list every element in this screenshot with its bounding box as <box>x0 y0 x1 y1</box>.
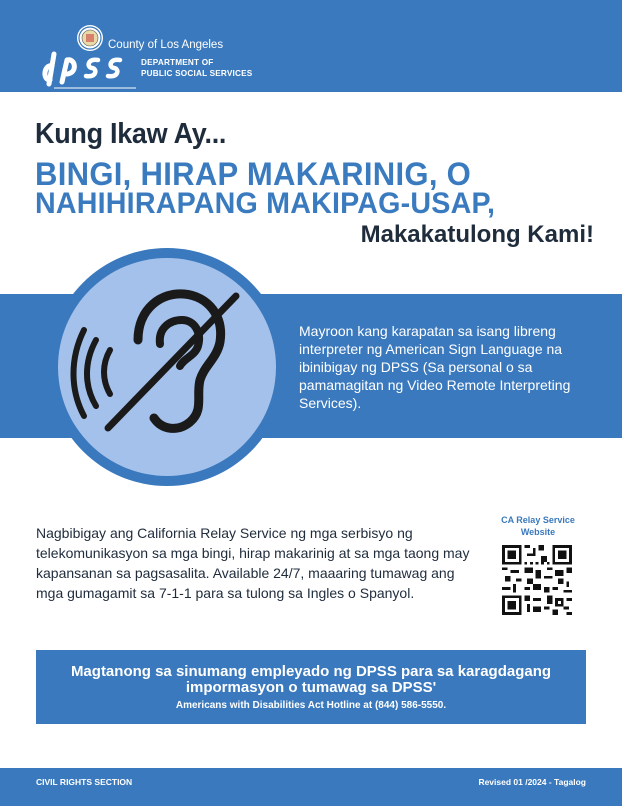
footer-revision-label: Revised 01 /2024 - Tagalog <box>478 777 586 787</box>
relay-service-text: Nagbibigay ang California Relay Service ng mga serbisyo ng telekomunikasyon sa mga bingi, hirap makarinig at sa mga taong may kapansanan sa pagsasalita. Available 24/7, maaaring tumawag ang mga gumagamit sa 7-1-1 para sa tulong sa Ingles o Spanyol. <box>36 525 470 601</box>
hearing-impaired-ear-icon <box>58 258 276 476</box>
footer-bar <box>0 768 622 806</box>
department-name <box>141 57 252 79</box>
contact-banner-title: Magtanong sa sinumang empleyado ng DPSS para sa karagdagang impormasyon o tumawag sa DPSS' <box>70 663 552 696</box>
footer-section-label: CIVIL RIGHTS SECTION <box>36 777 133 787</box>
headline-main-1: BINGI, HIRAP MAKARINIG, O <box>35 156 472 192</box>
headline-closing: Makakatulong Kami! <box>360 221 594 248</box>
dpss-logo <box>40 50 140 90</box>
county-seal-icon <box>76 24 104 52</box>
interpreter-text: Mayroon kang karapatan sa isang libreng interpreter ng American Sign Language na ibinibigay ng DPSS (Sa personal o sa pamamagitan ng Video Remote Interpreting Services). <box>299 323 571 411</box>
department-line-2: PUBLIC SOCIAL SERVICES <box>141 69 253 78</box>
headline-intro: Kung Ikaw Ay... <box>35 118 227 150</box>
qr-code-label: CA Relay Service Website <box>501 515 575 537</box>
county-name: County of Los Angeles <box>108 39 224 51</box>
qr-code[interactable] <box>502 545 572 615</box>
ada-hotline-text: Americans with Disabilities Act Hotline at (844) 586-5550. <box>175 700 447 711</box>
department-line-1: DEPARTMENT OF <box>141 58 214 67</box>
headline-main-2: NAHIHIRAPANG MAKIPAG-USAP, <box>35 187 496 220</box>
